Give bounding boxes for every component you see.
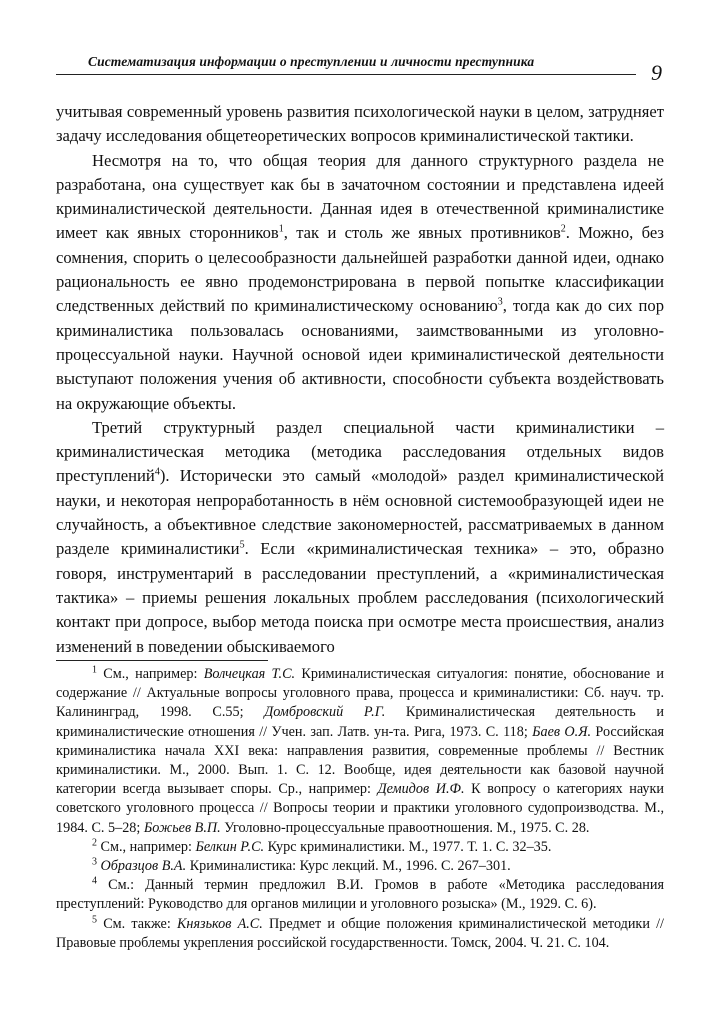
text-run: учитывая современный уровень развития психологической науки в целом, затрудняет задачу исследования общетеоретических вопросов криминалистической тактики. (56, 102, 664, 146)
footnote-marker: 3 (497, 296, 503, 308)
footnote-marker: 5 (92, 913, 97, 925)
body-text (56, 100, 664, 659)
footnote-marker: 2 (92, 837, 97, 849)
footnote-marker: 5 (239, 539, 245, 551)
footnote-marker: 1 (278, 223, 284, 235)
text-run: . Если «криминалистическая техника» – это, образно говоря, инструментарий в расследовании преступлений, а «криминалистическая тактика» – приемы решения локальных проблем расследования (психологический контакт при допросе, выбор метода поиска при осмотре места происшествия, анализ изменений в поведении обыскиваемого (56, 539, 664, 656)
text-run: Уголовно-процессуальные правоотношения. М., 1975. С. 28. (220, 819, 590, 836)
text-run: , тогда как до сих пор криминалистика пользовалась основаниями, заимствованными из уголовно-процессуальной науки. Научной основой идеи криминалистической деятельности выступают положения учения об активности, способности субъекта воздействовать на окружающие объекты. (56, 296, 664, 413)
footnotes (56, 665, 664, 953)
text-run: Криминалистическая деятельность и криминалистические отношения // Учен. зап. Латв. ун-та. Рига, 1973. С. 118; (56, 704, 665, 740)
cited-author: Образцов В.А. (100, 858, 187, 875)
paragraph (56, 416, 664, 659)
text-run: Криминалистика: Курс лекций. М., 1996. С. 267–301. (186, 858, 511, 875)
footnote (56, 838, 664, 857)
footnote (56, 857, 664, 876)
cited-author: Демидов И.Ф. (377, 781, 465, 798)
cited-author: Волчецкая Т.С. (203, 666, 296, 682)
page-number: 9 (651, 60, 662, 85)
footnote (56, 665, 664, 838)
text-run: См., например: (97, 838, 196, 855)
text-run: Криминалистическая ситуалогия: понятие, обоснование и содержание // Актуальные вопросы уголовного права, процесса и криминалистики: Сб. науч. тр. Калининград, 1998. С.55; (56, 666, 665, 721)
text-run: К вопросу о категориях науки советского уголовного процесса // Вопросы теории и практики уголовного судопроизводства. М., 1984. С. 5–28; (56, 781, 664, 836)
cited-author: Князьков А.С. (177, 915, 263, 932)
text-run: . Можно, без сомнения, спорить о целесообразности дальнейшей разработки данной идеи, однако рациональность ее явно продемонстрирована в первой попытке классификации следственных действий по криминалистическому основанию (56, 223, 664, 316)
page-header (56, 46, 664, 86)
cited-author: Белкин Р.С. (195, 838, 265, 855)
cited-author: Баев О.Я. (532, 723, 592, 740)
text-run: См. также: (97, 915, 177, 932)
text-run: См.: Данный термин предложил В.И. Громов в работе «Методика расследования преступлений: Руководство для органов милиции и уголовного розыска» (М., 1929. С. 6). (56, 877, 664, 913)
footnote-marker: 2 (560, 223, 566, 235)
footnote-marker: 1 (92, 664, 97, 676)
text-run: Предмет и общие положения криминалистической методики // Правовые проблемы укрепления российской государственности. Томск, 2004. Ч. 21. С. 104. (56, 915, 664, 951)
header-rule (56, 74, 636, 75)
footnote-marker: 4 (92, 875, 97, 887)
footnote-separator (56, 660, 268, 661)
cited-author: Божьев В.П. (143, 819, 221, 836)
paragraph (56, 149, 664, 416)
footnote-marker: 3 (92, 856, 97, 868)
footnote (56, 915, 664, 953)
cited-author: Домбровский Р.Г. (264, 704, 386, 721)
text-run: ). Исторически это самый «молодой» раздел криминалистической науки, и некоторая непроработанность в нём основной системообразующей идеи не случайность, а объективное следствие закономерностей, рассматриваемых в данном разделе криминалистики (56, 466, 664, 559)
text-run: Российская криминалистика начала XXI века: направления развития, современные проблемы // Вестник криминалистики. М., 2000. Вып. 1. С. 12. Вообще, идея деятельности как базовой научной категории всегда вызывает споры. Ср., например: (56, 723, 664, 798)
text-run: Третий структурный раздел специальной части криминалистики – криминалистическая методика (методика расследования отдельных видов преступлений (56, 417, 664, 486)
footnote (56, 876, 664, 914)
running-title: Систематизация информации о преступлении и личности преступника (88, 54, 535, 69)
text-run: , так и столь же явных противников (283, 223, 561, 243)
text-run: Курс криминалистики. М., 1977. Т. 1. С. 32–35. (264, 838, 552, 855)
footnote-marker: 4 (154, 466, 160, 478)
paragraph (56, 100, 664, 149)
text-run: Несмотря на то, что общая теория для данного структурного раздела не разработана, она существует как бы в зачаточном состоянии и представлена идеей криминалистической деятельности. Данная идея в отечественной криминалистике имеет как явных сторонников (56, 150, 664, 243)
text-run: См., например: (97, 666, 204, 682)
